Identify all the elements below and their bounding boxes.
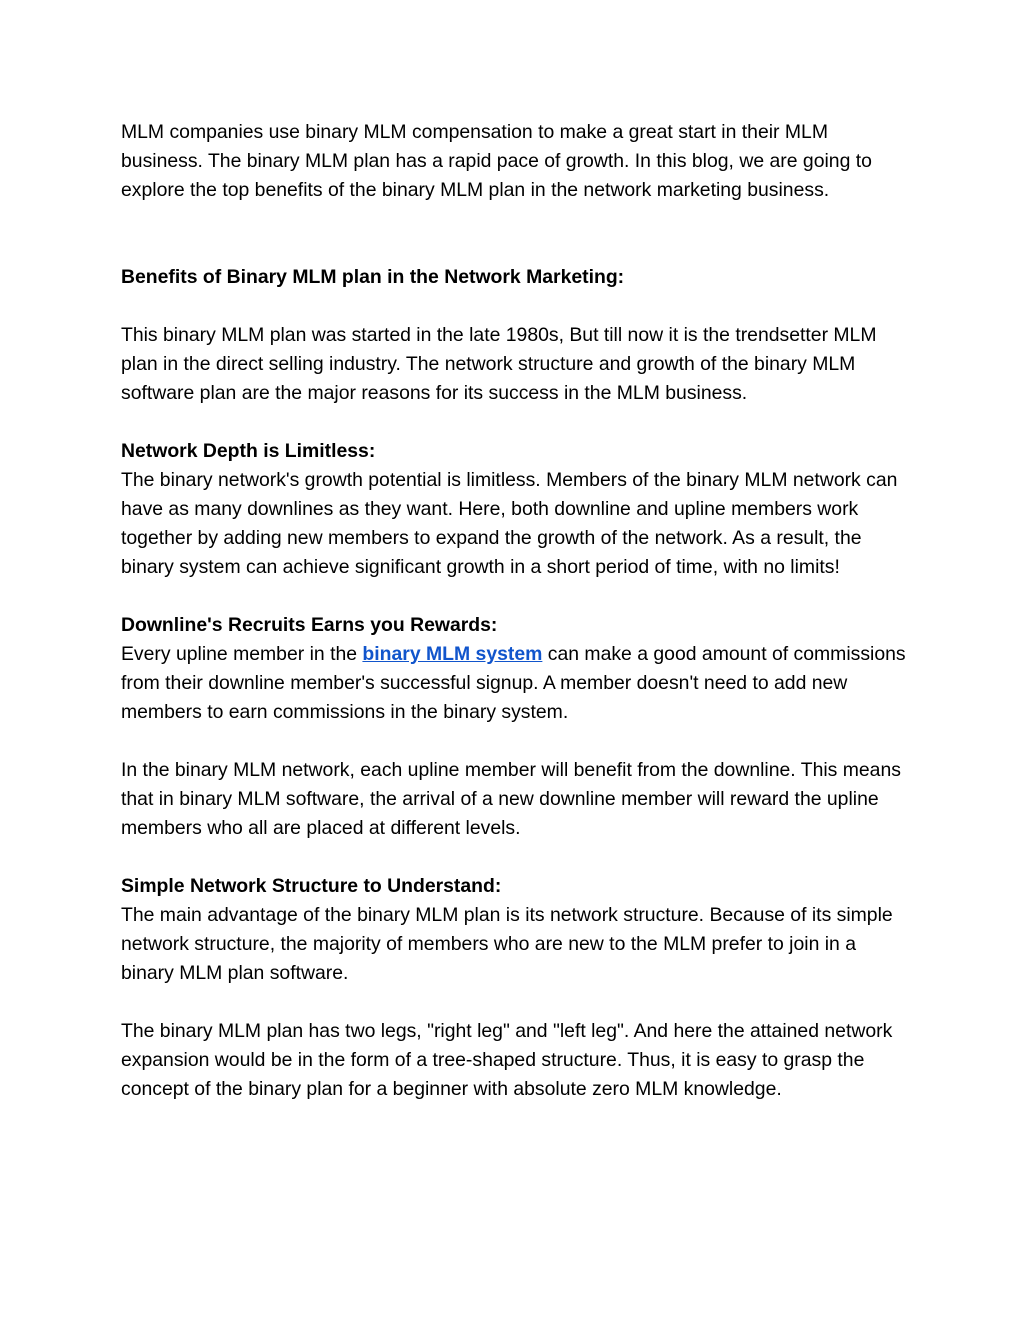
spacer: [121, 292, 911, 321]
benefits-heading: Benefits of Binary MLM plan in the Network Marketing:: [121, 266, 625, 288]
spacer: [121, 582, 911, 611]
spacer: [121, 727, 911, 756]
rewards-text-before-link: Every upline member in the: [121, 643, 363, 665]
spacer: [121, 988, 911, 1017]
structure-heading: Simple Network Structure to Understand:: [121, 875, 502, 897]
intro-paragraph: MLM companies use binary MLM compensation to make a great start in their MLM business. The binary MLM plan has a rapid pace of growth. In this blog, we are going to explore the top benefits of the binary MLM plan in the network marketing business.: [121, 121, 872, 201]
rewards-text-after-link: can make a good amount of commissions from their downline member's successful signup. A member doesn't need to add new members to earn commissions in the binary system.: [121, 643, 906, 723]
spacer: [121, 408, 911, 437]
structure-paragraph-2: The binary MLM plan has two legs, "right leg" and "left leg". And here the attained network expansion would be in the form of a tree-shaped structure. Thus, it is easy to grasp the concept of the binary plan for a beginner with absolute zero MLM knowledge.: [121, 1020, 893, 1100]
rewards-heading: Downline's Recruits Earns you Rewards:: [121, 614, 498, 636]
binary-mlm-system-link[interactable]: binary MLM system: [362, 643, 543, 665]
rewards-paragraph-2: In the binary MLM network, each upline member will benefit from the downline. This means that in binary MLM software, the arrival of a new downline member will reward the upline members who all are placed at different levels.: [121, 759, 901, 839]
benefits-paragraph: This binary MLM plan was started in the late 1980s, But till now it is the trendsetter MLM plan in the direct selling industry. The network structure and growth of the binary MLM software plan are the major reasons for its success in the MLM business.: [121, 324, 877, 404]
structure-paragraph: The main advantage of the binary MLM plan is its network structure. Because of its simple network structure, the majority of members who are new to the MLM prefer to join in a binary MLM plan software.: [121, 904, 893, 984]
document-body: [121, 118, 911, 1104]
spacer: [121, 843, 911, 872]
network-depth-heading: Network Depth is Limitless:: [121, 440, 376, 462]
network-depth-paragraph: The binary network's growth potential is limitless. Members of the binary MLM network can have as many downlines as they want. Here, both downline and upline members work together by adding new members to expand the growth of the network. As a result, the binary system can achieve significant growth in a short period of time, with no limits!: [121, 469, 898, 578]
rewards-paragraph: [121, 640, 911, 727]
spacer: [121, 205, 911, 263]
